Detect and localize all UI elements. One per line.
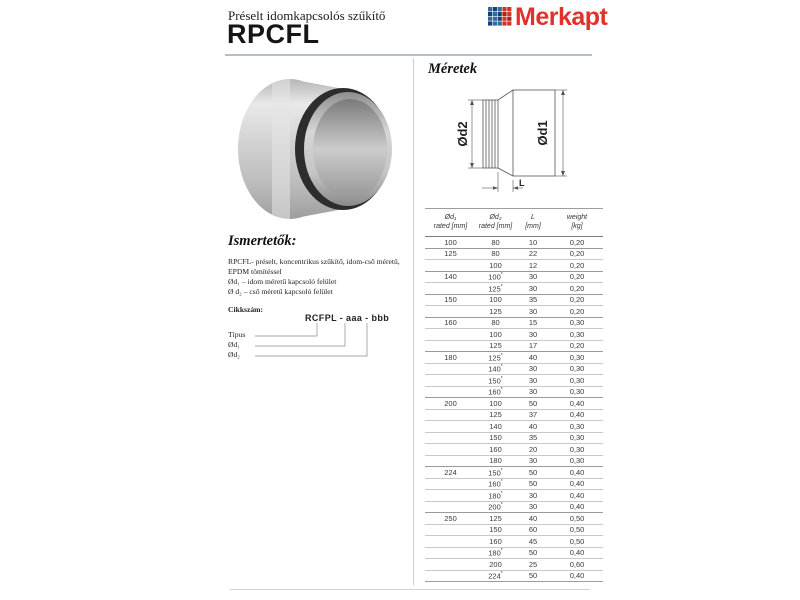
cell-l: 30 <box>528 364 538 374</box>
cell-d1: 224 <box>444 467 457 477</box>
cell-w: 0,20 <box>569 295 585 305</box>
cell-d2: 80 <box>491 318 500 328</box>
table-row <box>425 329 603 341</box>
cell-w: 0,30 <box>569 352 585 362</box>
cell-d2: 200 <box>489 559 502 569</box>
cell-l: 25 <box>528 559 538 569</box>
intro-line: RPCFL- préselt, koncentrikus szűkítő, idom-cső méretű, <box>228 257 400 266</box>
cell-l: 40 <box>528 352 538 362</box>
article-code: RCFPL - aaa - bbb <box>305 313 390 323</box>
cell-l: 50 <box>528 548 538 558</box>
cell-l: 30 <box>528 375 538 385</box>
table-row <box>425 375 603 387</box>
cell-w: 0,40 <box>569 479 585 489</box>
header-d2: Ød₂ rated [mm] <box>478 214 513 230</box>
cell-w: 0,40 <box>569 398 585 408</box>
header-d1: Ød₁ rated [mm] <box>433 214 468 230</box>
cell-w: 0,30 <box>569 329 585 339</box>
cell-l: 30 <box>528 387 538 397</box>
cell-d1: 125 <box>444 249 457 259</box>
cell-d1: 200 <box>444 398 457 408</box>
cell-d2: 100 <box>489 260 502 270</box>
cell-d2: 140* <box>488 364 503 374</box>
cell-d2: 125* <box>488 352 503 362</box>
footnote-asterisk: * <box>500 548 503 554</box>
header-weight: weight [kg] <box>566 214 588 230</box>
cell-l: 40 <box>528 421 538 431</box>
table-row <box>425 479 603 491</box>
brand-name: Merkapt <box>515 3 608 31</box>
cell-d2: 224* <box>488 571 503 581</box>
cell-d2: 150 <box>489 525 502 535</box>
cell-l: 35 <box>528 295 538 305</box>
table-row <box>425 559 603 571</box>
cell-d2: 125 <box>489 341 502 351</box>
table-row <box>425 352 603 364</box>
cell-l: 17 <box>528 341 538 351</box>
cell-d1: 160 <box>444 318 457 328</box>
footnote-asterisk: * <box>500 375 503 382</box>
dim-l-label: L <box>519 178 525 188</box>
cell-d2: 125* <box>488 283 503 293</box>
cell-d2: 180* <box>488 490 503 500</box>
cell-d2: 100 <box>489 295 502 305</box>
cell-d2: 125 <box>489 410 502 420</box>
header-divider <box>225 54 592 56</box>
cell-w: 0,20 <box>569 306 585 316</box>
footnote-asterisk: * <box>500 364 503 370</box>
cell-d1: 250 <box>444 513 457 523</box>
cell-l: 10 <box>528 237 538 247</box>
dim-d2-label: Ød2 <box>455 121 470 147</box>
intro-text <box>228 257 408 297</box>
table-row <box>425 444 603 456</box>
cell-d2: 150* <box>488 375 503 385</box>
cell-l: 15 <box>528 318 538 328</box>
product-title: RPCFL <box>227 19 320 49</box>
cell-w: 0,30 <box>569 433 585 443</box>
code-legend-d1: Ød₁ <box>228 340 240 349</box>
cell-w: 0,60 <box>569 559 585 569</box>
table-row <box>425 513 603 525</box>
column-divider <box>413 58 414 585</box>
cell-d1: 140 <box>444 272 457 282</box>
cell-w: 0,40 <box>569 490 585 500</box>
cell-d2: 100 <box>489 329 502 339</box>
size-table-header <box>425 208 603 237</box>
table-row <box>425 525 603 537</box>
cell-w: 0,30 <box>569 318 585 328</box>
cell-w: 0,30 <box>569 444 585 454</box>
cell-w: 0,40 <box>569 571 585 581</box>
cell-w: 0,30 <box>569 375 585 385</box>
cell-d2: 100* <box>488 272 503 282</box>
table-row <box>425 421 603 433</box>
cell-d2: 150* <box>488 467 503 477</box>
cell-l: 50 <box>528 467 538 477</box>
cell-d1: 100 <box>444 237 457 247</box>
cell-d2: 160 <box>489 536 502 546</box>
cell-w: 0,20 <box>569 260 585 270</box>
cell-l: 45 <box>528 536 538 546</box>
cell-l: 30 <box>528 272 538 282</box>
cell-d2: 125 <box>489 513 502 523</box>
table-row <box>425 341 603 353</box>
cell-d2: 180* <box>488 548 503 558</box>
cell-l: 40 <box>528 513 538 523</box>
footnote-asterisk: * <box>500 352 503 359</box>
article-number-label: Cikkszám: <box>228 305 264 314</box>
cell-l: 30 <box>528 283 538 293</box>
cell-d2: 160* <box>488 387 503 397</box>
header-l: L [mm] <box>525 214 541 230</box>
table-row <box>425 467 603 479</box>
table-row <box>425 249 603 261</box>
table-row <box>425 295 603 307</box>
cell-l: 12 <box>528 260 538 270</box>
footnote-asterisk: * <box>500 467 503 474</box>
footnote-asterisk: * <box>500 479 503 485</box>
cell-d2: 80 <box>491 237 500 247</box>
cell-l: 50 <box>528 398 538 408</box>
cell-w: 0,30 <box>569 456 585 466</box>
mosaic-grid-icon <box>488 6 513 30</box>
table-row <box>425 536 603 548</box>
table-row <box>425 283 603 295</box>
size-table <box>425 208 603 582</box>
code-legend-d2: Ød₂ <box>228 350 240 359</box>
cell-l: 30 <box>528 490 538 500</box>
table-row <box>425 306 603 318</box>
cell-l: 37 <box>528 410 538 420</box>
table-row <box>425 548 603 560</box>
intro-line: Ød₁ – idom méretű kapcsoló felület <box>228 277 337 286</box>
cell-d2: 200* <box>488 502 503 512</box>
cell-d2: 160 <box>489 444 502 454</box>
table-row <box>425 272 603 284</box>
cell-w: 0,30 <box>569 421 585 431</box>
table-row <box>425 502 603 514</box>
brand-logo <box>488 3 607 32</box>
cell-d1: 180 <box>444 352 457 362</box>
footnote-asterisk: * <box>500 272 503 278</box>
intro-line: EPDM tömítéssel <box>228 267 282 276</box>
cell-d2: 160* <box>488 479 503 489</box>
cell-w: 0,20 <box>569 249 585 259</box>
cell-l: 30 <box>528 329 538 339</box>
cell-w: 0,50 <box>569 536 585 546</box>
article-code-connectors <box>225 312 400 370</box>
cell-l: 30 <box>528 456 538 466</box>
size-table-body <box>425 237 603 582</box>
table-row <box>425 387 603 399</box>
table-row <box>425 318 603 330</box>
table-row <box>425 364 603 376</box>
cell-l: 30 <box>528 306 538 316</box>
cell-w: 0,40 <box>569 502 585 512</box>
cell-l: 20 <box>528 444 538 454</box>
cell-w: 0,40 <box>569 548 585 558</box>
cell-w: 0,20 <box>569 341 585 351</box>
table-row <box>425 571 603 582</box>
table-row <box>425 433 603 445</box>
dim-d1-label: Ød1 <box>535 120 550 146</box>
cell-l: 22 <box>528 249 538 259</box>
cell-w: 0,40 <box>569 467 585 477</box>
cell-d2: 150 <box>489 433 502 443</box>
product-photo <box>232 66 392 231</box>
cell-w: 0,50 <box>569 525 585 535</box>
intro-line: Ø d₂ – cső méretű kapcsoló felület <box>228 287 333 296</box>
cell-l: 35 <box>528 433 538 443</box>
cell-w: 0,50 <box>569 513 585 523</box>
cell-w: 0,40 <box>569 410 585 420</box>
cell-w: 0,30 <box>569 387 585 397</box>
table-row <box>425 410 603 422</box>
cell-w: 0,20 <box>569 237 585 247</box>
technical-drawing <box>425 80 600 208</box>
footnote-asterisk: * <box>500 283 503 290</box>
cell-l: 50 <box>528 571 538 581</box>
cell-w: 0,30 <box>569 364 585 374</box>
cell-w: 0,20 <box>569 283 585 293</box>
cell-d2: 80 <box>491 249 500 259</box>
cell-d2: 180 <box>489 456 502 466</box>
footnote-asterisk: * <box>500 490 503 497</box>
footnote-asterisk: * <box>500 502 503 508</box>
footnote-asterisk: * <box>500 571 503 577</box>
cell-w: 0,20 <box>569 272 585 282</box>
cell-d2: 100 <box>489 398 502 408</box>
cell-d2: 125 <box>489 306 502 316</box>
table-row <box>425 490 603 502</box>
cell-l: 60 <box>528 525 538 535</box>
table-row <box>425 237 603 249</box>
cell-l: 30 <box>528 502 538 512</box>
cell-l: 50 <box>528 479 538 489</box>
code-legend-type: Típus <box>228 330 246 339</box>
footnote-asterisk: * <box>500 387 503 393</box>
cell-d2: 140 <box>489 421 502 431</box>
product-subtitle: Préselt idomkapcsolós szűkítő <box>228 8 386 23</box>
footer-divider <box>230 589 590 590</box>
dimensions-heading: Méretek <box>428 61 478 77</box>
intro-heading: Ismertetők: <box>228 233 297 249</box>
table-row <box>425 456 603 468</box>
table-row <box>425 398 603 410</box>
cell-d1: 150 <box>444 295 457 305</box>
table-row <box>425 260 603 272</box>
